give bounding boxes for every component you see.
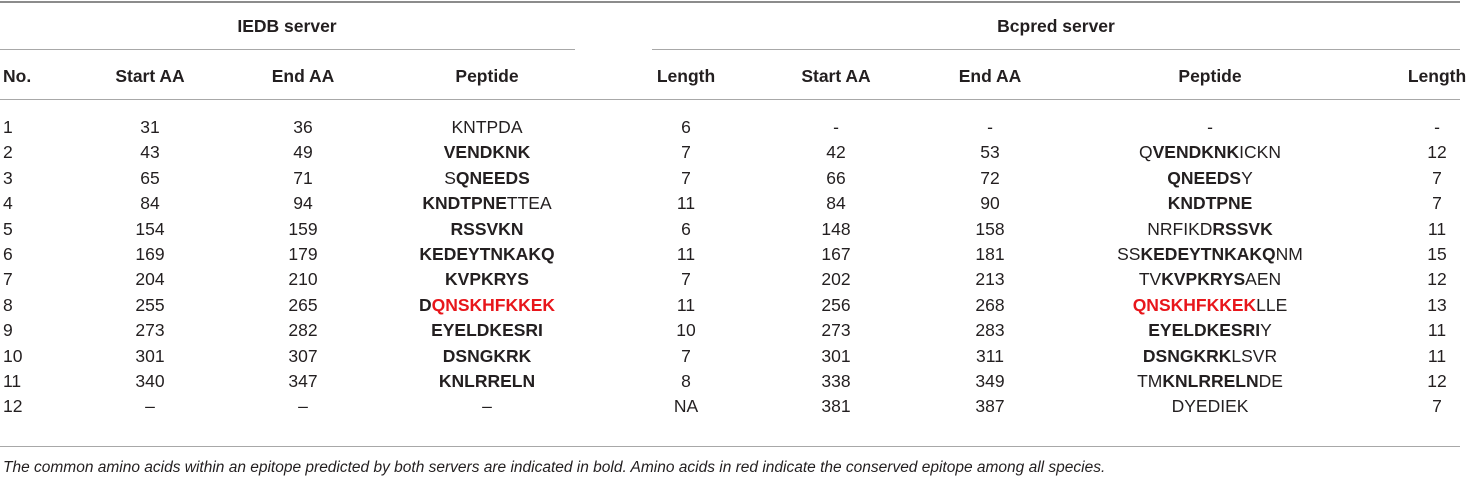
cell-peptide [444,168,530,188]
peptide-segment: ICKN [1239,142,1281,163]
cell-start-aa: 340 [135,371,165,391]
cell-length: 11 [1427,218,1447,239]
cell-end-aa: 347 [288,371,318,391]
cell-length: 8 [681,371,691,391]
cell-no: 12 [3,396,23,417]
cell-start-aa: 154 [135,218,165,239]
iedb-group-rule [0,49,575,50]
cell-peptide [444,142,531,162]
cell-start-aa: 338 [821,371,851,391]
cell-no: 7 [3,269,13,290]
cell-peptide [1207,117,1213,137]
cell-end-aa: 94 [293,193,313,214]
top-rule [0,1,1460,3]
cell-peptide [1167,168,1253,188]
cell-no: 4 [3,193,13,214]
cell-peptide [1133,295,1288,315]
cell-end-aa: 307 [288,345,318,366]
cell-peptide [431,320,543,340]
cell-end-aa: 181 [975,244,1005,264]
cell-peptide [1168,193,1253,213]
cell-start-aa: – [145,396,155,417]
cell-end-aa: 282 [288,320,318,341]
cell-length: 13 [1427,294,1447,315]
peptide-segment: EYELDKESRI [431,320,543,341]
cell-start-aa: 204 [135,269,165,290]
cell-length: 7 [1432,167,1442,188]
cell-length: 6 [681,117,691,137]
peptide-segment: KNDTPNE [422,193,507,214]
cell-end-aa: 283 [975,320,1005,341]
peptide-segment: Y [1260,320,1272,341]
cell-no: 3 [3,167,13,188]
peptide-segment: - [1207,117,1213,137]
cell-peptide [1148,320,1272,340]
cell-peptide [1139,142,1281,162]
cell-start-aa: 202 [821,269,851,290]
cell-length: 15 [1427,244,1447,264]
cell-start-aa: 273 [821,320,851,341]
cell-end-aa: 159 [288,218,318,239]
cell-end-aa: 53 [980,142,1000,163]
cell-end-aa: 71 [293,167,313,188]
cell-no: 9 [3,320,13,341]
cell-start-aa: 66 [826,167,846,188]
cell-start-aa: 167 [821,244,851,264]
cell-peptide [422,193,551,213]
cell-length: 10 [676,320,696,341]
header-length-bcpred: Length [1407,66,1466,86]
cell-end-aa: 36 [293,117,313,137]
peptide-segment: S [444,167,456,188]
header-rule [0,99,1460,100]
cell-start-aa: 65 [140,167,160,188]
cell-end-aa: 268 [975,294,1005,315]
header-start-aa-bcpred: Start AA [801,66,871,86]
cell-end-aa: 213 [975,269,1005,290]
cell-no: 2 [3,142,13,163]
cell-length: NA [673,396,699,417]
cell-end-aa: 265 [288,294,318,315]
cell-end-aa: 72 [980,167,1000,188]
peptide-segment: NM [1275,244,1303,264]
peptide-segment: Q [1139,142,1153,163]
peptide-segment: QNSKHFKKEK [1132,294,1257,315]
peptide-segment: KVPKRYS [445,269,529,290]
cell-no: 1 [3,117,13,137]
peptide-segment: QNSKHFKKEK [431,294,556,315]
peptide-segment: KNTPDA [451,117,523,137]
table-footnote: The common amino acids within an epitope predicted by both servers are indicated in bold. Amino acids in red indicate the conserved epitope among all species. [3,459,1106,476]
cell-length: 7 [681,269,691,290]
group-header-iedb: IEDB server [237,16,337,36]
peptide-segment: DSNGKRK [442,345,532,366]
header-peptide-bcpred: Peptide [1178,66,1242,86]
cell-end-aa: 158 [975,218,1005,239]
cell-no: 11 [3,371,22,391]
group-header-bcpred: Bcpred server [997,16,1115,36]
peptide-segment: EYELDKESRI [1148,320,1261,341]
cell-peptide [443,346,531,366]
cell-no: 10 [3,345,23,366]
cell-start-aa: 84 [826,193,846,214]
cell-length: 12 [1427,371,1447,391]
cell-peptide [1143,346,1277,366]
peptide-segment: SS [1117,244,1141,264]
cell-peptide [451,219,524,239]
cell-start-aa: 148 [821,218,851,239]
cell-start-aa: 31 [140,117,160,137]
cell-start-aa: 381 [821,396,851,417]
cell-end-aa: 49 [293,142,313,163]
cell-start-aa: 169 [135,244,165,264]
cell-peptide [482,396,492,416]
peptide-segment: LSVR [1231,345,1278,366]
cell-no: 8 [3,294,13,315]
cell-length: 7 [1432,396,1442,417]
peptide-segment: KNLRRELN [1162,371,1259,391]
cell-peptide [439,371,535,391]
cell-end-aa: 179 [288,244,318,264]
cell-no: 5 [3,218,13,239]
cell-start-aa: 273 [135,320,165,341]
header-no: No. [3,66,32,86]
cell-length: 11 [1427,345,1447,366]
header-end-aa-bcpred: End AA [958,66,1022,86]
peptide-segment: RSSVK [1212,218,1273,239]
peptide-segment: AEN [1245,269,1282,290]
cell-start-aa: 43 [140,142,160,163]
cell-length: 7 [681,345,691,366]
peptide-segment: QNEEDS [1167,167,1242,188]
cell-end-aa: 90 [980,193,1000,214]
cell-start-aa: 84 [140,193,160,214]
cell-length: 11 [676,294,696,315]
cell-end-aa: 311 [976,345,1004,366]
peptide-segment: TV [1138,269,1162,290]
peptide-segment: DE [1258,371,1283,391]
cell-end-aa: 210 [288,269,318,290]
peptide-segment: KNDTPNE [1167,193,1253,214]
cell-length: - [1434,117,1440,137]
cell-start-aa: 301 [135,345,165,366]
header-start-aa-iedb: Start AA [115,66,185,86]
cell-peptide [1147,219,1272,239]
peptide-segment: TTEA [506,193,552,214]
header-length-iedb: Length [656,66,716,86]
cell-start-aa: 255 [135,294,165,315]
cell-end-aa: 349 [975,371,1005,391]
peptide-segment: VENDKNK [1152,142,1240,163]
cell-peptide [445,269,529,289]
peptide-segment: – [482,396,492,417]
peptide-segment: DYEDIEK [1171,396,1249,417]
cell-end-aa: 387 [975,396,1005,417]
bottom-rule [0,446,1460,447]
header-end-aa-iedb: End AA [271,66,335,86]
cell-length: 11 [676,244,696,264]
peptide-segment: TM [1137,371,1163,391]
peptide-segment: D [418,294,432,315]
cell-start-aa: - [833,117,839,137]
peptide-segment: KVPKRYS [1161,269,1246,290]
peptide-segment: VENDKNK [443,142,531,163]
cell-length: 11 [676,193,696,214]
cell-length: 6 [681,218,691,239]
peptide-segment: KNLRRELN [438,371,536,391]
cell-length: 11 [1427,320,1447,341]
cell-peptide [452,117,523,137]
cell-end-aa: - [987,117,993,137]
peptide-segment: QNEEDS [455,167,530,188]
cell-peptide [1117,244,1303,264]
peptide-segment: LLE [1256,294,1288,315]
peptide-segment: KEDEYTNKAKQ [419,244,555,264]
cell-peptide [419,244,554,264]
cell-end-aa: – [298,396,308,417]
cell-length: 7 [681,167,691,188]
cell-length: 7 [1432,193,1442,214]
cell-length: 12 [1427,142,1447,163]
cell-length: 7 [681,142,691,163]
cell-peptide [1139,269,1281,289]
peptide-segment: Y [1241,167,1253,188]
bcpred-group-rule [652,49,1460,50]
peptide-segment: KEDEYTNKAKQ [1140,244,1276,264]
cell-no: 6 [3,244,13,264]
cell-peptide [1137,371,1283,391]
peptide-segment: NRFIKD [1147,218,1213,239]
cell-start-aa: 256 [821,294,851,315]
cell-peptide [419,295,555,315]
peptide-segment: DSNGKRK [1142,345,1232,366]
cell-peptide [1172,396,1249,416]
cell-length: 12 [1427,269,1447,290]
cell-start-aa: 301 [821,345,851,366]
peptide-segment: RSSVKN [450,218,524,239]
header-peptide-iedb: Peptide [455,66,519,86]
cell-start-aa: 42 [826,142,846,163]
